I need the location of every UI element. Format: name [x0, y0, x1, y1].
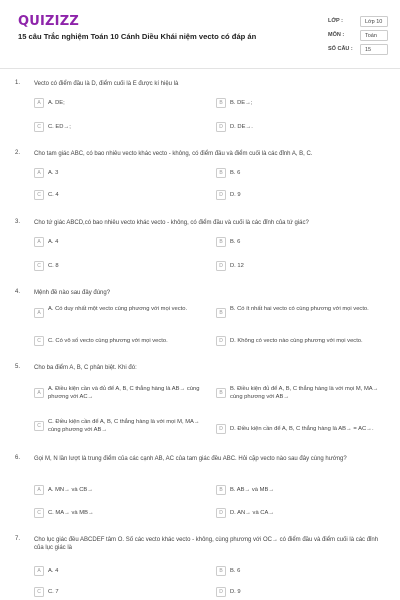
option-text: D. 9: [230, 589, 241, 595]
option-text: B. Có ít nhất hai vecto có cùng phương với mọi vecto.: [230, 306, 369, 312]
option-letter: A: [34, 388, 44, 398]
option-text: D. Điều kiện cần để A, B, C thẳng hàng là AB→ = AC→.: [230, 426, 374, 432]
meta-subject: [328, 30, 390, 41]
page-title: 15 câu Trắc nghiệm Toán 10 Cánh Diều Khái niệm vecto có đáp án: [18, 32, 257, 41]
option-letter: D: [216, 122, 226, 132]
option-letter: D: [216, 587, 226, 597]
option-letter: C: [34, 261, 44, 271]
meta-count-label: SỐ CÂU :: [328, 46, 353, 52]
option-text: D. Không có vecto nào cùng phương với mọi vecto.: [230, 338, 363, 344]
option-text: B. DE→;: [230, 100, 253, 106]
meta-count: [328, 44, 390, 55]
meta-grade: [328, 16, 390, 27]
option-text: A. 4: [48, 239, 59, 245]
option-letter: C: [34, 421, 44, 431]
option-letter: D: [216, 261, 226, 271]
option-letter: D: [216, 508, 226, 518]
option-text: A. 4: [48, 568, 59, 574]
question-number: 5.: [15, 364, 21, 370]
option-text: D. 12: [230, 263, 244, 269]
question-text: Cho lục giác đều ABCDEF tâm O. Số các vecto khác vecto - không, cùng phương với OC→ có điểm đầu và điểm cuối là các đỉnh của lục giác là: [34, 537, 379, 551]
option-text: D. 9: [230, 192, 241, 198]
option-letter: C: [34, 190, 44, 200]
option-letter: B: [216, 566, 226, 576]
option-text: A. MN→ và CB→: [48, 487, 94, 493]
option-letter: D: [216, 424, 226, 434]
option-letter: B: [216, 237, 226, 247]
option-text: A. Có duy nhất một vecto cùng phương với mọi vecto.: [48, 306, 188, 312]
option-letter: D: [216, 336, 226, 346]
option-text: C. 7: [48, 589, 59, 595]
option-letter: C: [34, 587, 44, 597]
question-text: Cho tam giác ABC, có bao nhiêu vecto khác vecto - không, có điểm đầu và điểm cuối là các đỉnh A, B, C.: [34, 151, 313, 157]
meta-grade-label: LỚP :: [328, 18, 343, 24]
option-letter: A: [34, 168, 44, 178]
option-text: D. DE→.: [230, 124, 253, 130]
option-letter: D: [216, 190, 226, 200]
question-number: 6.: [15, 455, 21, 461]
header-divider: [0, 68, 400, 69]
option-text: B. 6: [230, 568, 241, 574]
option-letter: C: [34, 336, 44, 346]
question-number: 1.: [15, 80, 21, 86]
option-text: A. Điều kiện cần và đủ để A, B, C thẳng hàng là AB→ cùng phương với AC→: [48, 386, 200, 400]
meta-count-value: 15: [360, 44, 388, 55]
option-letter: B: [216, 98, 226, 108]
option-letter: A: [34, 308, 44, 318]
question-number: 2.: [15, 150, 21, 156]
option-text: B. Điều kiện đủ để A, B, C thẳng hàng là với mọi M, MA→ cùng phương với AB→: [230, 386, 379, 400]
option-text: B. AB→ và MB→: [230, 487, 275, 493]
option-text: D. AN→ và CA→: [230, 510, 275, 516]
option-text: C. MA→ và MB→: [48, 510, 94, 516]
question-number: 3.: [15, 219, 21, 225]
question-text: Mệnh đề nào sau đây đúng?: [34, 290, 111, 296]
option-letter: C: [34, 508, 44, 518]
option-letter: B: [216, 308, 226, 318]
question-number: 7.: [15, 536, 21, 542]
option-text: C. Điều kiện cần để A, B, C thẳng hàng là với mọi M, MA→ cùng phương với AB→: [48, 419, 200, 433]
option-text: B. 6: [230, 239, 241, 245]
option-letter: B: [216, 168, 226, 178]
option-letter: A: [34, 485, 44, 495]
worksheet-header: [0, 0, 400, 62]
option-text: B. 6: [230, 170, 241, 176]
option-text: C. Có vô số vecto cùng phương với mọi vecto.: [48, 338, 168, 344]
option-text: C. 8: [48, 263, 59, 269]
option-letter: A: [34, 566, 44, 576]
option-text: A. DE;: [48, 100, 65, 106]
question-text: Cho ba điểm A, B, C phân biệt. Khi đó:: [34, 365, 137, 371]
option-letter: A: [34, 98, 44, 108]
quizizz-logo: QUIZIZZ: [18, 14, 79, 29]
meta-grade-value: Lớp 10: [360, 16, 388, 27]
meta-subject-label: MÔN :: [328, 32, 345, 38]
option-letter: B: [216, 388, 226, 398]
option-text: C. ED→;: [48, 124, 71, 130]
meta-subject-value: Toán: [360, 30, 388, 41]
question-text: Cho tứ giác ABCD,có bao nhiêu vecto khác vecto - không, có điểm đầu và cuối là các đỉnh của tứ giác?: [34, 220, 309, 226]
question-number: 4.: [15, 289, 21, 295]
option-letter: A: [34, 237, 44, 247]
option-text: A. 3: [48, 170, 59, 176]
question-text: Vecto có điểm đầu là D, điểm cuối là E được kí hiệu là: [34, 81, 179, 87]
question-text: Gọi M, N lần lượt là trung điểm của các cạnh AB, AC của tam giác đều ABC. Hỏi cặp vecto nào sau đây cùng hướng?: [34, 456, 347, 462]
option-text: C. 4: [48, 192, 59, 198]
option-letter: C: [34, 122, 44, 132]
option-letter: B: [216, 485, 226, 495]
